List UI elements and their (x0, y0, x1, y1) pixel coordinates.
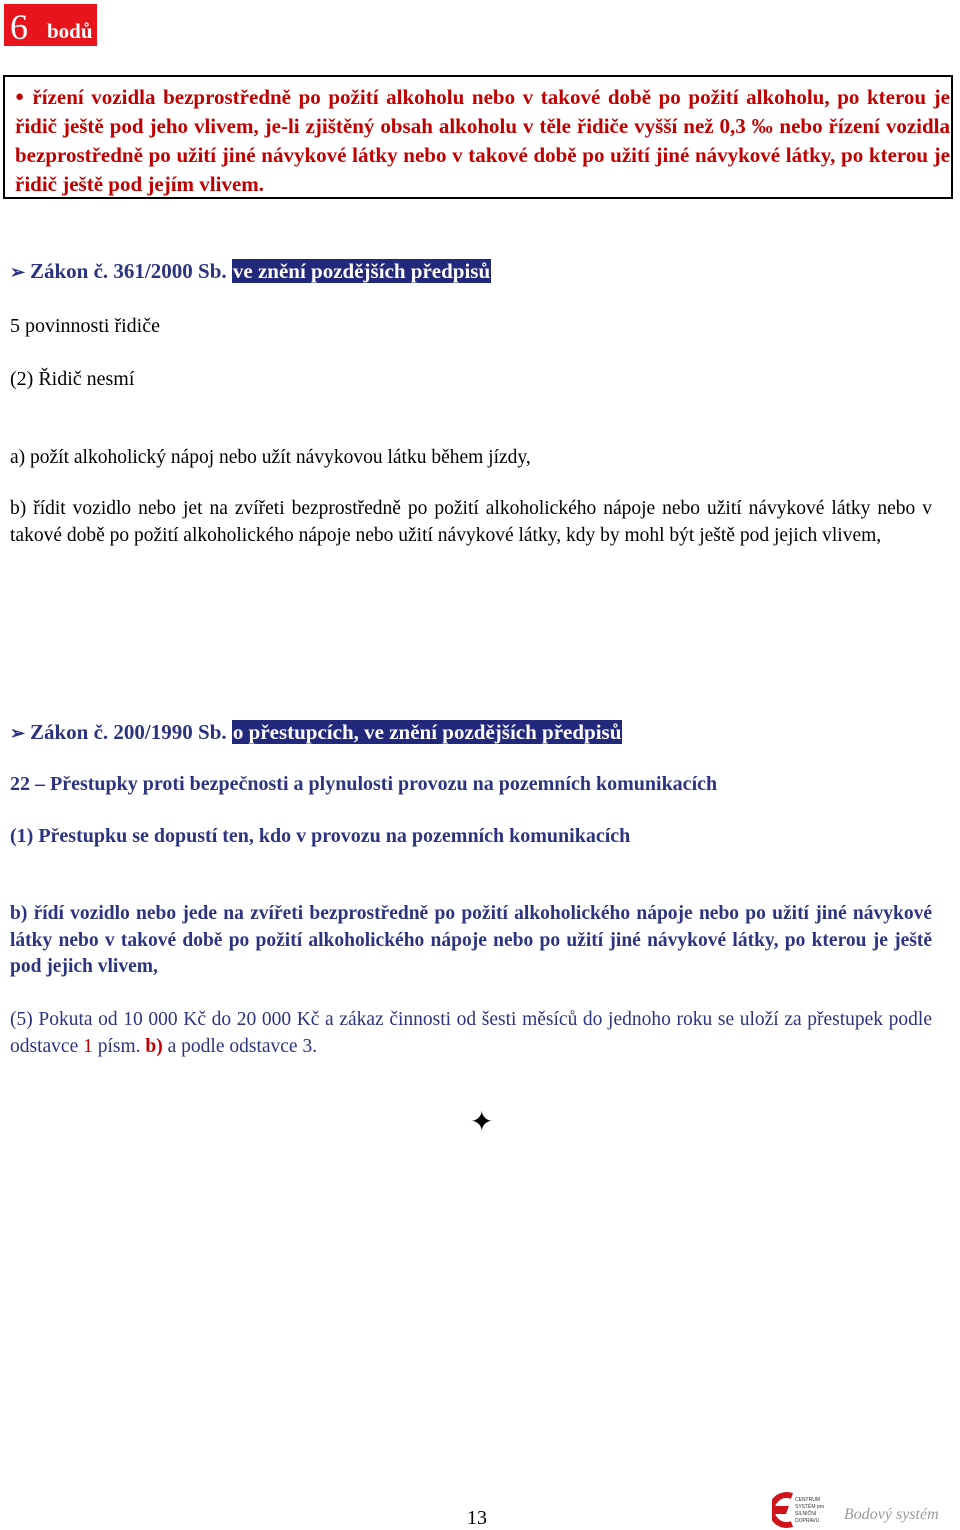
penalty-text-mid: písm. (92, 1035, 146, 1057)
four-point-star-icon: ✦ (470, 1107, 494, 1138)
law2-section-text: 22 – Přestupky proti bezpečnosti a plynulosti provozu na pozemních komunikacích (10, 773, 718, 795)
svg-text:CENTRUM: CENTRUM (795, 1497, 820, 1503)
law2-subsection (10, 823, 630, 849)
law1-item-a (10, 445, 932, 472)
law1-heading-plain: Zákon č. 361/2000 Sb. (30, 259, 227, 283)
centrum-logo (772, 1492, 842, 1528)
law2-section (10, 771, 717, 797)
bullet-icon: ● (15, 89, 27, 105)
penalty-ref-letter: b) (145, 1035, 163, 1057)
page-number: 13 (467, 1507, 487, 1529)
points-badge (4, 4, 97, 46)
svg-text:DOPRAVU: DOPRAVU (795, 1518, 820, 1524)
penalty-ref-paragraph: 1 (83, 1035, 93, 1057)
law2-subsection-text: (1) Přestupku se dopustí ten, kdo v provozu na pozemních komunikacích (10, 825, 631, 847)
law1-heading-highlight: ve znění pozdějších předpisů (232, 259, 491, 283)
svg-text:SILNIČNÍ: SILNIČNÍ (795, 1511, 817, 1517)
law2-penalty (10, 1007, 932, 1060)
svg-text:SYSTÉM pro: SYSTÉM pro (795, 1504, 825, 1510)
law1-section-text: 5 povinnosti řidiče (10, 315, 160, 337)
footer-caption: Bodový systém (844, 1506, 939, 1523)
law2-item-b (10, 901, 932, 981)
penalty-text-end: a podle odstavce 3. (162, 1035, 318, 1057)
offense-description (15, 83, 950, 199)
law1-section (10, 313, 160, 339)
offense-text: řízení vozidla bezprostředně po požití alkoholu nebo v takové době po požití alkoholu, po kterou je řidič ještě pod jeho vlivem, je-li zjištěný obsah alkoholu v těle řidiče vyšší než 0,3 ‰ nebo řízení vozidla bezprostředně po užití jiné návykové látky nebo v takové době po užití jiné návykové látky, po kterou je řidič ještě pod jejím vlivem. (15, 85, 950, 196)
law1-item-b (10, 496, 932, 549)
law1-subsection (10, 366, 134, 392)
law2-heading (10, 718, 622, 747)
law1-heading (10, 257, 491, 286)
offense-box (3, 75, 953, 199)
law1-item-a-text: a) požít alkoholický nápoj nebo užít návykovou látku během jízdy, (10, 447, 531, 468)
points-number: 6 (10, 7, 28, 47)
law1-subsection-text: (2) Řidič nesmí (10, 368, 135, 390)
arrowhead-icon: ➢ (10, 723, 26, 743)
penalty-text: (5) Pokuta od 10 000 Kč do 20 000 Kč a zákaz činnosti od šesti měsíců do jednoho roku se uloží za přestupek podle odstavce (10, 1009, 932, 1057)
arrowhead-icon: ➢ (10, 262, 26, 282)
law2-heading-plain: Zákon č. 200/1990 Sb. (30, 720, 227, 744)
points-unit: bodů (47, 19, 93, 43)
law2-item-b-text: b) řídí vozidlo nebo jede na zvířeti bezprostředně po požití alkoholického nápoje nebo po užití jiné návykové látky nebo v takové době po požití alkoholického nápoje nebo po užití jiné návykové látky, po kterou je ještě pod jejich vlivem, (10, 903, 932, 977)
law2-heading-highlight: o přestupcích, ve znění pozdějších předpisů (232, 720, 622, 744)
law1-item-b-text: b) řídit vozidlo nebo jet na zvířeti bezprostředně po požití alkoholického nápoje nebo užití návykové látky nebo v takové době po požití alkoholického nápoje nebo užití návykové látky, kdy by mohl být ještě pod jejich vlivem, (10, 498, 932, 546)
